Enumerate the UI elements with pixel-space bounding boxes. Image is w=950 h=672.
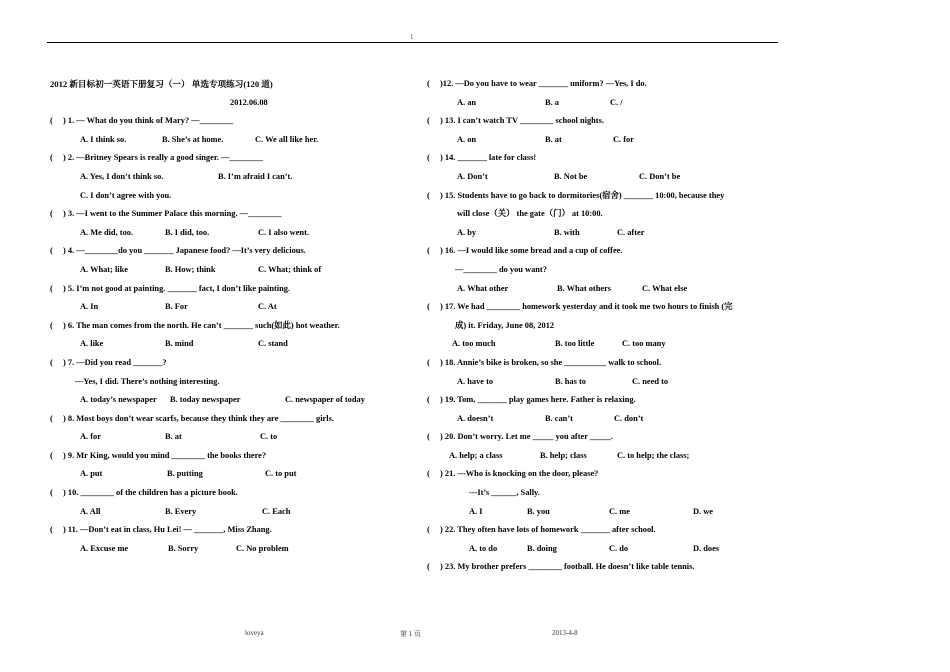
question-1: ( ) 1. — What do you think of Mary? —________ bbox=[50, 112, 410, 131]
question-21: ( ) 21. ---Who is knocking on the door, please? bbox=[427, 465, 787, 484]
options-16 bbox=[427, 280, 787, 299]
option-a: A. by bbox=[457, 227, 477, 237]
option-c: C. stand bbox=[258, 339, 288, 349]
option-c: C. What else bbox=[642, 283, 688, 293]
question-text: ) 22. They often have lots of homework _______ after school. bbox=[440, 525, 656, 535]
options-21 bbox=[427, 503, 787, 522]
options-2-cont bbox=[50, 187, 410, 206]
option-b: B. Every bbox=[165, 506, 197, 516]
option-b: B. mind bbox=[165, 339, 194, 349]
option-c: C. Don’t be bbox=[639, 171, 681, 181]
question-4: ( ) 4. —________do you _______ Japanese food? —It’s very delicious. bbox=[50, 242, 410, 261]
question-18: ( ) 18. Annie’s bike is broken, so she __________ walk to school. bbox=[427, 354, 787, 373]
question-text: ) 16. —I would like some bread and a cup of coffee. bbox=[440, 246, 623, 256]
option-c: C. after bbox=[617, 227, 645, 237]
question-text: ) 2. —Britney Spears is really a good singer. —________ bbox=[63, 153, 263, 163]
question-22: ( ) 22. They often have lots of homework _______ after school. bbox=[427, 521, 787, 540]
question-text: ) 21. ---Who is knocking on the door, please? bbox=[440, 469, 599, 479]
option-b: B. at bbox=[545, 134, 562, 144]
option-c: C. No problem bbox=[236, 543, 289, 553]
options-18 bbox=[427, 373, 787, 392]
option-a: A. I think so. bbox=[80, 134, 127, 144]
option-b: B. She’s at home. bbox=[162, 134, 224, 144]
option-c: C. need to bbox=[632, 376, 669, 386]
option-c: C. I also went. bbox=[258, 227, 309, 237]
option-a: A. In bbox=[80, 302, 99, 312]
option-b: B. today newspaper bbox=[170, 395, 241, 405]
question-3: ( ) 3. —I went to the Summer Palace this morning. —________ bbox=[50, 205, 410, 224]
question-text: ) 7. —Did you read _______? bbox=[63, 357, 167, 367]
option-c: C. for bbox=[613, 134, 634, 144]
option-b: B. you bbox=[527, 506, 550, 516]
header-rule bbox=[47, 42, 778, 43]
option-b: B. For bbox=[165, 302, 188, 312]
options-12 bbox=[427, 94, 787, 113]
footer-page-label: 第 1 页 bbox=[400, 630, 421, 638]
question-continuation: —Yes, I did. There’s nothing interesting. bbox=[75, 376, 220, 386]
question-text: ) 18. Annie’s bike is broken, so she __________ walk to school. bbox=[440, 357, 662, 367]
question-text: ) 3. —I went to the Summer Palace this morning. —________ bbox=[63, 209, 282, 219]
option-a: A. on bbox=[457, 134, 477, 144]
option-c: C. At bbox=[258, 302, 277, 312]
option-b: B. putting bbox=[167, 469, 203, 479]
option-b: B. Not be bbox=[554, 171, 588, 181]
option-b: B. doing bbox=[527, 543, 557, 553]
question-text: ) 13. I can’t watch TV ________ school nights. bbox=[440, 116, 604, 126]
option-a: A. Excuse me bbox=[80, 543, 129, 553]
question-text: ) 1. — What do you think of Mary? —________ bbox=[63, 116, 234, 126]
left-column bbox=[50, 75, 410, 558]
option-b: B. I did, too. bbox=[165, 227, 210, 237]
question-6: ( ) 6. The man comes from the north. He can’t _______ such(如此) hot weather. bbox=[50, 317, 410, 336]
option-a: A. put bbox=[80, 469, 103, 479]
option-c: C. Each bbox=[262, 506, 291, 516]
option-b: B. with bbox=[554, 227, 580, 237]
options-5 bbox=[50, 298, 410, 317]
question-21-cont bbox=[427, 484, 787, 503]
option-c: C. to put bbox=[265, 469, 297, 479]
options-19 bbox=[427, 410, 787, 429]
footer-date: 2013-4-8 bbox=[552, 629, 578, 637]
question-14: ( ) 14. _______ late for class! bbox=[427, 149, 787, 168]
question-17-cont bbox=[427, 317, 787, 336]
question-text: )12. —Do you have to wear _______ uniform? —Yes, I do. bbox=[440, 79, 647, 88]
option-a: A. an bbox=[457, 97, 477, 107]
options-8 bbox=[50, 428, 410, 447]
options-22 bbox=[427, 540, 787, 559]
option-c: C. We all like her. bbox=[255, 134, 319, 144]
option-c: C. What; think of bbox=[258, 264, 322, 274]
option-b: B. at bbox=[165, 432, 182, 442]
question-text: ) 8. Most boys don’t wear scarfs, because they think they are ________ girls. bbox=[63, 413, 334, 423]
options-17 bbox=[427, 335, 787, 354]
options-14 bbox=[427, 168, 787, 187]
question-10: ( ) 10. ________ of the children has a picture book. bbox=[50, 484, 410, 503]
option-b: B. How; think bbox=[165, 264, 216, 274]
question-16-cont bbox=[427, 261, 787, 280]
option-a: A. What; like bbox=[80, 264, 129, 274]
question-continuation: 成) it. Friday, June 08, 2012 bbox=[455, 320, 555, 330]
question-text: ) 9. Mr King, would you mind ________ the books there? bbox=[63, 450, 267, 460]
worksheet-date: 2012.06.08 bbox=[230, 97, 268, 107]
option-b: B. Sorry bbox=[168, 543, 199, 553]
options-15 bbox=[427, 224, 787, 243]
options-4 bbox=[50, 261, 410, 280]
option-a: A. too much bbox=[452, 339, 496, 349]
option-b: B. a bbox=[545, 97, 559, 107]
question-17: ( ) 17. We had ________ homework yesterday and it took me two hours to finish (完 bbox=[427, 298, 787, 317]
question-text: ) 19. Tom, _______ play games here. Father is relaxing. bbox=[440, 395, 636, 405]
question-continuation: will close（关） the gate（门） at 10:00. bbox=[457, 209, 603, 219]
options-11 bbox=[50, 540, 410, 559]
option-d: D. does bbox=[693, 543, 720, 553]
option-a: A. All bbox=[80, 506, 101, 516]
options-10 bbox=[50, 503, 410, 522]
options-3 bbox=[50, 224, 410, 243]
question-text: ) 6. The man comes from the north. He can’t _______ such(如此) hot weather. bbox=[63, 320, 340, 330]
worksheet-title: 2012 新目标初一英语下册复习（一） 单选专项练习(120 道) bbox=[50, 79, 273, 89]
option-b: B. I’m afraid I can’t. bbox=[218, 171, 293, 181]
option-c: C. do bbox=[609, 543, 629, 553]
option-c: C. to help; the class; bbox=[617, 450, 690, 460]
question-5: ( ) 5. I’m not good at painting. _______ fact, I don’t like painting. bbox=[50, 280, 410, 299]
option-c: C. newspaper of today bbox=[285, 395, 365, 405]
options-1 bbox=[50, 131, 410, 150]
question-13: ( ) 13. I can’t watch TV ________ school nights. bbox=[427, 112, 787, 131]
options-9 bbox=[50, 465, 410, 484]
question-7: ( ) 7. —Did you read _______? bbox=[50, 354, 410, 373]
question-text: ) 4. —________do you _______ Japanese food? —It’s very delicious. bbox=[63, 246, 306, 256]
option-a: A. for bbox=[80, 432, 101, 442]
footer-author: loveya bbox=[245, 629, 264, 637]
question-text: ) 23. My brother prefers ________ football. He doesn’t like table tennis. bbox=[440, 562, 695, 572]
options-2 bbox=[50, 168, 410, 187]
options-20 bbox=[427, 447, 787, 466]
question-text: ) 20. Don’t worry. Let me _____ you after _____. bbox=[440, 432, 613, 442]
option-a: A. What other bbox=[457, 283, 509, 293]
options-13 bbox=[427, 131, 787, 150]
option-c: C. I don’t agree with you. bbox=[80, 190, 172, 200]
question-23: ( ) 23. My brother prefers ________ football. He doesn’t like table tennis. bbox=[427, 558, 787, 577]
option-c: C. don’t bbox=[614, 413, 644, 423]
option-b: B. can’t bbox=[545, 413, 573, 423]
question-text: ) 5. I’m not good at painting. _______ fact, I don’t like painting. bbox=[63, 283, 291, 293]
question-text: ) 14. _______ late for class! bbox=[440, 153, 537, 163]
option-a: A. have to bbox=[457, 376, 494, 386]
option-b: B. help; class bbox=[540, 450, 587, 460]
option-c: C. me bbox=[609, 506, 630, 516]
option-a: A. Yes, I don’t think so. bbox=[80, 171, 164, 181]
question-9: ( ) 9. Mr King, would you mind ________ the books there? bbox=[50, 447, 410, 466]
question-continuation: ---It’s ______, Sally. bbox=[469, 488, 540, 498]
option-a: A. help; a class bbox=[449, 450, 503, 460]
option-c: C. too many bbox=[622, 339, 666, 349]
option-a: A. Don’t bbox=[457, 171, 488, 181]
question-12: ( )12. —Do you have to wear _______ uniform? —Yes, I do. bbox=[427, 75, 787, 94]
option-a: A. like bbox=[80, 339, 104, 349]
option-b: B. has to bbox=[555, 376, 586, 386]
option-c: C. to bbox=[260, 432, 278, 442]
question-15-cont bbox=[427, 205, 787, 224]
header-page-number: 1 bbox=[410, 33, 414, 41]
question-16: ( ) 16. —I would like some bread and a cup of coffee. bbox=[427, 242, 787, 261]
question-text: ) 10. ________ of the children has a picture book. bbox=[63, 488, 238, 498]
question-8: ( ) 8. Most boys don’t wear scarfs, because they think they are ________ girls. bbox=[50, 410, 410, 429]
right-column bbox=[427, 75, 787, 577]
question-text: ) 17. We had ________ homework yesterday and it took me two hours to finish (完 bbox=[440, 302, 733, 312]
question-11: ( ) 11. —Don’t eat in class, Hu Lei! — _______, Miss Zhang. bbox=[50, 521, 410, 540]
question-15: ( ) 15. Students have to go back to dormitories(宿舍) _______ 10:00, because they bbox=[427, 187, 787, 206]
question-continuation: —________ do you want? bbox=[455, 264, 547, 274]
option-d: D. we bbox=[693, 506, 714, 516]
option-a: A. to do bbox=[469, 543, 498, 553]
question-text: ) 15. Students have to go back to dormitories(宿舍) _______ 10:00, because they bbox=[440, 190, 725, 200]
question-2: ( ) 2. —Britney Spears is really a good singer. —________ bbox=[50, 149, 410, 168]
question-text: ) 11. —Don’t eat in class, Hu Lei! — _______, Miss Zhang. bbox=[63, 525, 272, 535]
options-7 bbox=[50, 391, 410, 410]
option-a: A. today’s newspaper bbox=[80, 395, 157, 405]
question-19: ( ) 19. Tom, _______ play games here. Father is relaxing. bbox=[427, 391, 787, 410]
option-a: A. doesn’t bbox=[457, 413, 494, 423]
options-6 bbox=[50, 335, 410, 354]
question-20: ( ) 20. Don’t worry. Let me _____ you after _____. bbox=[427, 428, 787, 447]
question-7-cont bbox=[50, 373, 410, 392]
option-c: C. / bbox=[610, 97, 623, 107]
option-b: B. too little bbox=[555, 339, 595, 349]
option-a: A. Me did, too. bbox=[80, 227, 134, 237]
option-a: A. I bbox=[469, 506, 483, 516]
option-b: B. What others bbox=[557, 283, 612, 293]
